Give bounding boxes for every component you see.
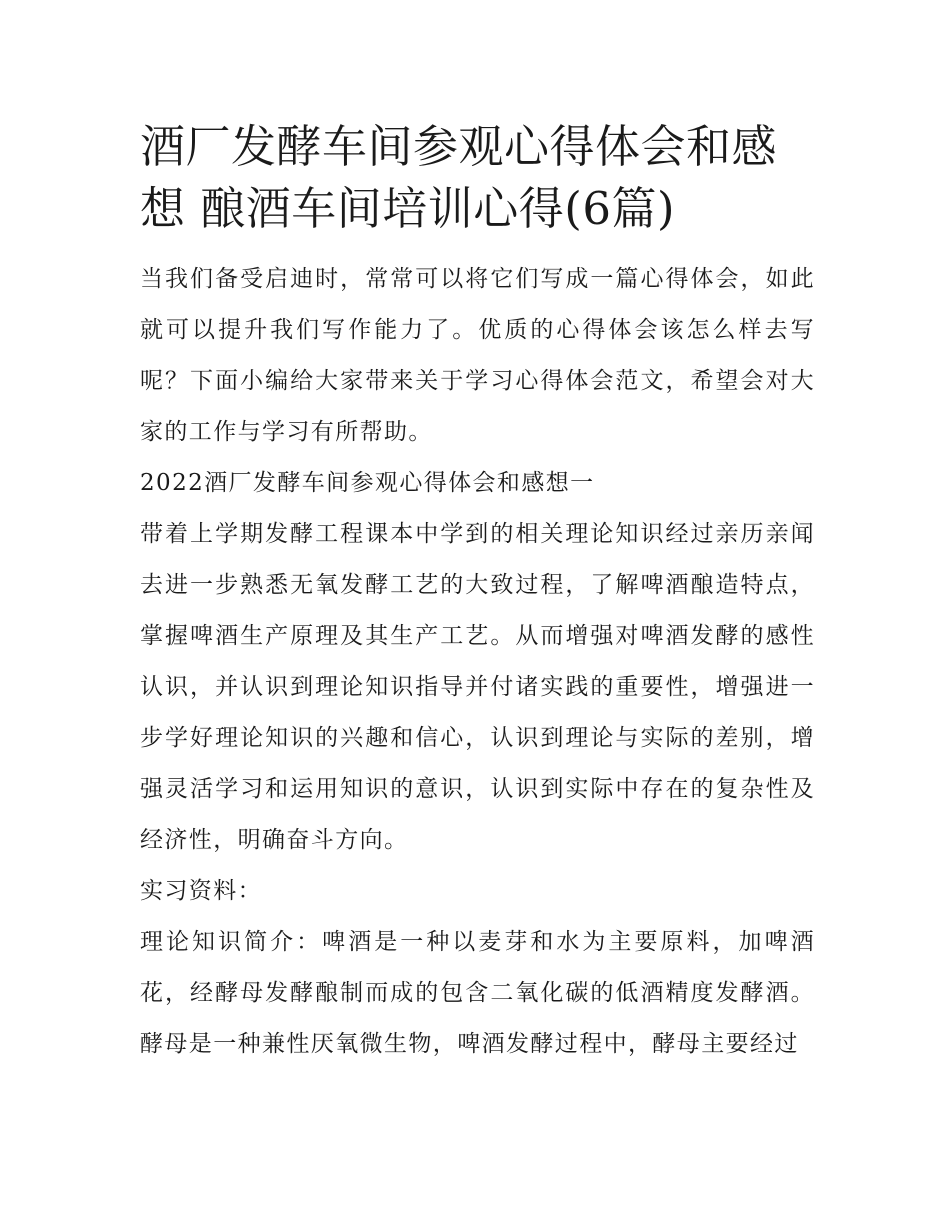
section-heading: 2022酒厂发酵车间参观心得体会和感想一 [140, 470, 595, 496]
subheading-paragraph: 实习资料： [140, 878, 262, 904]
body-paragraph: 带着上学期发酵工程课本中学到的相关理论知识经过亲历亲闻去进一步熟悉无氧发酵工艺的大致过程，了解啤酒酿造特点，掌握啤酒生产原理及其生产工艺。从而增强对啤酒发酵的感性认识，并认识到理论知识指导并付诸实践的重要性，增强进一步学好理论知识的兴趣和信心，认识到理论与实际的差别，增强灵活学习和运用知识的意识，认识到实际中存在的复杂性及经济性，明确奋斗方向。 [140, 521, 815, 853]
body-paragraph: 理论知识简介：啤酒是一种以麦芽和水为主要原料，加啤酒花，经酵母发酵酿制而成的包含二氧化碳的低酒精度发酵酒。酵母是一种兼性厌氧微生物，啤酒发酵过程中，酵母主要经过 [140, 929, 815, 1057]
document-body [140, 116, 815, 1070]
document-title: 酒厂发酵车间参观心得体会和感想 酿酒车间培训心得(6篇) [140, 120, 778, 235]
intro-paragraph: 当我们备受启迪时，常常可以将它们写成一篇心得体会，如此就可以提升我们写作能力了。优质的心得体会该怎么样去写呢？下面小编给大家带来关于学习心得体会范文，希望会对大家的工作与学习有所帮助。 [140, 266, 815, 445]
